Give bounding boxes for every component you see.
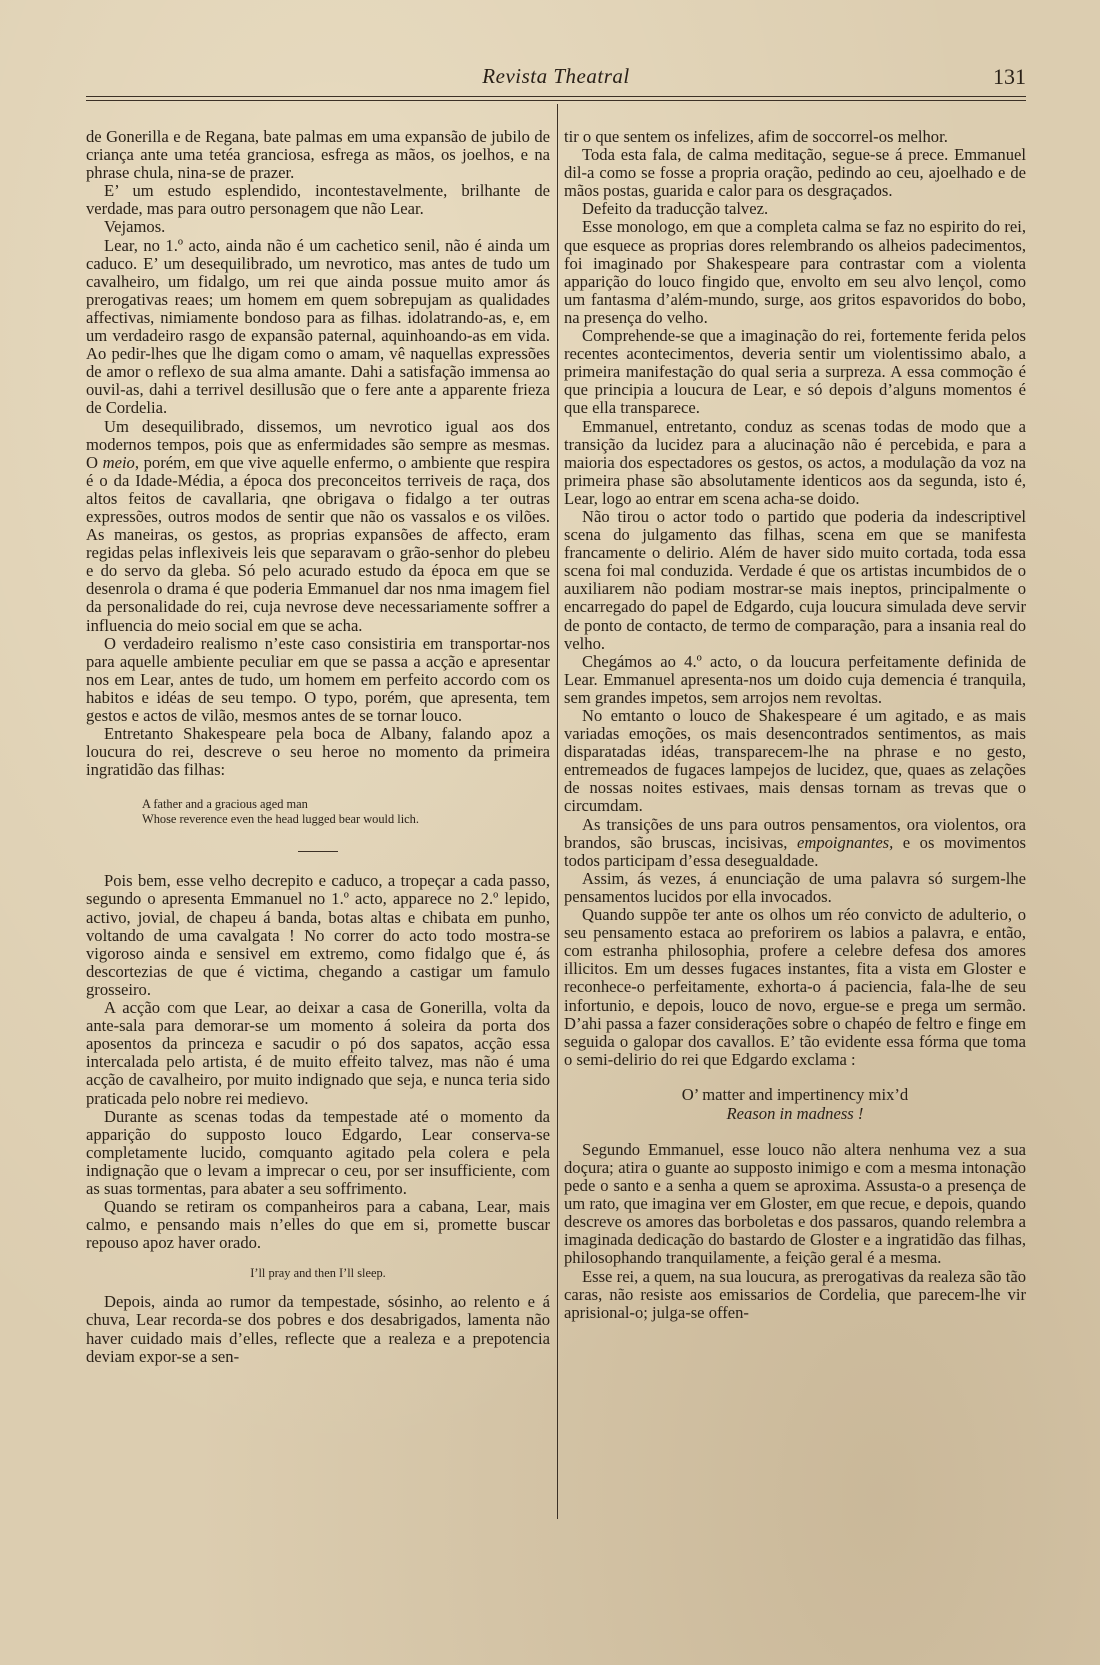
paragraph: Defeito da traducção talvez. [582, 199, 769, 219]
text-run: , porém, em que vive aquelle enfermo, o ambiente que respira é o da Idade-Média, a época dos preconceitos terriveis de raça, dos altos feitos de cavallaria, qne obrigava o fidalgo a ter outras expressões, outros modos de sentir que não os vassalos e os vilões. As maneiras, os gestos, as proprias expansões de affecto, eram regidas pelas inflexiveis leis que separavam o grão-senhor do plebeu e do servo da gleba. Só pelo acurado estudo da época em que se desenrola o drama é que poderia Emmanuel dar nos nma imagem fiel da personalidade do rei, cuja nevrose deve necessariamente soffrer a influencia do meio social em que se acha. [86, 452, 550, 635]
column-divider [557, 104, 558, 1519]
paragraph: Não tirou o actor todo o partido que poderia da indescriptivel scena do julgamento das filhas, scena em que se manifesta francamente o delirio. Além de haver sido muito cortada, toda essa scena foi mal conduzida. Verdade é que os artistas incumbidos de o auxiliarem não podiam mostrar-se mais ineptos, principalmente o encarregado do papel de Edgardo, cuja loucura simulada deve servir de ponto de contacto, de termo de comparação, para a insania real do velho. [564, 506, 1026, 653]
paragraph: Toda esta fala, de calma meditação, segue-se á prece. Emmanuel dil-a como se fosse a propria oração, pedindo ao ceu, ajoelhado e de mãos postas, guarida e calor para os desgraçados. [564, 145, 1026, 201]
paragraph: Comprehende-se que a imaginação do rei, fortemente ferida pelos recentes acontecimentos, deveria sentir um violentissimo abalo, a primeira manifestação do qual seria a surpreza. A essa commoção é que principia a loucura de Lear, e só depois d’alguns momentos é que ella transparece. [564, 326, 1026, 418]
journal-title: Revista Theatral [482, 64, 630, 88]
paragraph: Pois bem, esse velho decrepito e caduco, a tropeçar a cada passo, segundo o apresenta Emmanuel no 1.º acto, apparece no 2.º lepido, activo, jovial, de chapeu á banda, botas altas e chibata em punho, voltando de uma cavalgata ! No correr do acto todo mostra-se vigoroso ainda e sensivel em extremo, como fidalgo que é, ás descortezias de que é victima, chegando a castigar um famulo grosseiro. [86, 871, 550, 999]
paragraph: Chegámos ao 4.º acto, o da loucura perfeitamente definida de Lear. Emmanuel apresenta-nos um doido cuja demencia é tranquila, sem grandes impetos, sem arrojos nem revoltas. [564, 651, 1026, 707]
paragraph [564, 816, 1026, 870]
paragraph: Lear, no 1.º acto, ainda não é um cachetico senil, não é ainda um caduco. E’ um desequilibrado, um nevrotico, mas antes de tudo um cavalheiro, um fidalgo, um rei que ainda possue muito amor ás prerogativas reaes; um homem em quem sobrepujam as qualidades affectivas, nimiamente bondoso para as filhas. idolatrando-as, e, em um verdadeiro rasgo de expansão paternal, aquinhoando-as em vida. Ao pedir-lhes que lhe digam como o amam, vê naquellas expressões de amor o reflexo de sua alma amante. Dahi a satisfação immensa ao ouvil-as, dahi a terrivel desillusão que o fere ante a apparente frieza de Cordelia. [86, 235, 550, 418]
italic-word: empoignantes, [796, 832, 894, 852]
paragraph: O verdadeiro realismo n’este caso consistiria em transportar-nos para aquelle ambiente peculiar em que se passa a acção e apresentar nos em Lear, antes de tudo, um homem em perfeito accordo com os habitos e idéas de seu tempo. O typo, porém, que apresenta, tem gestos e actos de vilão, mesmos antes de se tornar louco. [86, 633, 550, 725]
paragraph: tir o que sentem os infelizes, afim de soccorrel-os melhor. [564, 127, 948, 146]
paragraph: Quando suppõe ter ante os olhos um réo convicto de adulterio, o seu pensamento estaca ao preforirem os labios a palavra, e então, com estranha philosophia, profere a celebre defesa dos amores illicitos. Em um desses fugaces instantes, fita a vista em Gloster e reconhece-o perfeitamente, exhorta-o á paciencia, fala-lhe de seu infortunio, e depois, louco de novo, ergue-se e prega um sermão. D’ahi passa a fazer considerações sobre o chapéo de feltro e finge em seguida o galopar dos cavallos. E’ tão evidente essa fórma que toma o semi-delirio do rei que Edgardo exclama : [564, 905, 1026, 1069]
paragraph: Depois, ainda ao rumor da tempestade, sósinho, ao relento e á chuva, Lear recorda-se dos pobres e dos desabrigados, lamenta não haver cuidado mais d’elles, reflecte que a realeza e a prepotencia deviam expor-se a sen- [86, 1292, 550, 1366]
paragraph [86, 418, 550, 635]
section-separator [298, 851, 338, 852]
quote-line: A father and a gracious aged man [142, 797, 308, 812]
paragraph: Segundo Emmanuel, esse louco não altera nenhuma vez a sua doçura; atira o guante ao supposto inimigo e com a mesma intonação pede o santo e a senha a quem se aproxima. Assusta-o a presença de um rato, que imagina ver em Gloster, em que recue, e depois, quando descreve os amores das borboletas e dos passaros, quando relembra a imaginada dedicação do bastardo de Gloster e a ingratidão das filhas, philosophando tranquilamente, a feição geral é a mesma. [564, 1139, 1026, 1268]
english-quote [142, 797, 550, 827]
paragraph: Assim, ás vezes, á enunciação de uma palavra só surgem-lhe pensamentos lucidos por ella invocados. [564, 868, 1026, 906]
text-run: e os movimentos todos participam d’essa desegualdade. [564, 832, 1026, 870]
paragraph: Vejamos. [104, 217, 166, 237]
paragraph: Esse monologo, em que a completa calma se faz no espirito do rei, que esquece as proprias dores relembrando os alheios padecimentos, foi imaginado por Shakespeare para contrastar com a violenta apparição do louco fingido que, envolto em seu alvo lençol, como um fantasma d’além-mundo, surge, aos gritos espavoridos do bobo, na presença do velho. [564, 217, 1026, 327]
right-column [564, 128, 1026, 1322]
paragraph: Quando se retiram os companheiros para a cabana, Lear, mais calmo, e pensando mais n’elles do que em si, promette buscar repouso apoz haver orado. [86, 1197, 550, 1253]
page-header [86, 64, 1026, 94]
header-rule [86, 96, 1026, 97]
english-quote: I’ll pray and then I’ll sleep. [250, 1266, 386, 1281]
paragraph: No emtanto o louco de Shakespeare é um agitado, e as mais variadas emoções, os mais desencontrados sentimentos, as mais disparatadas idéas, transparecem-lhe na phrase e no gesto, entremeados de fugaces lampejos de lucidez, que, quaes as zelações de nossas noites estivaes, mais densas tornam as trevas que o circumdam. [564, 706, 1026, 816]
paragraph: de Gonerilla e de Regana, bate palmas em uma expansão de jubilo de criança ante uma tetéa granciosa, esfrega as mãos, os joelhos, e na phrase chula, nina-se de prazer. [86, 127, 550, 183]
paragraph: E’ um estudo esplendido, incontestavelmente, brilhante de verdade, mas para outro personagem que não Lear. [86, 181, 550, 219]
english-quote [564, 1085, 1026, 1123]
paragraph: A acção com que Lear, ao deixar a casa de Gonerilla, volta da ante-sala para demorar-se um momento á soleira da porta dos aposentos da princeza e sacudir o pó dos sapatos, acção essa intercalada pelo artista, é de muito effeito talvez, mas não é uma acção de cavalheiro, por muito indignado que seja, e nunca teria sido praticada pelo nobre rei medievo. [86, 998, 550, 1108]
paragraph: Durante as scenas todas da tempestade até o momento da apparição do supposto louco Edgardo, Lear conserva-se completamente lucido, comquanto agitado pela colera e pela indignação que o levam a imprecar o ceu, por ser insufficiente, com as suas tormentas, para abater a seu soffrimento. [86, 1106, 550, 1198]
page-number: 131 [993, 64, 1026, 89]
left-column [86, 128, 550, 1366]
paragraph: Emmanuel, entretanto, conduz as scenas todas de modo que a transição da lucidez para a alucinação não é percebida, e para a maioria dos espectadores os gestos, os actos, a modulação da voz na primeira phase são absolutamente identicos aos da segunda, isto é, Lear, logo ao entrar em scena acha-se doido. [564, 416, 1026, 508]
quote-line: O’ matter and impertinency mix’d [681, 1084, 909, 1104]
italic-word: meio [102, 452, 135, 472]
paragraph: Esse rei, a quem, na sua loucura, as prerogativas da realeza são tão caras, não resiste aos emissarios de Cordelia, que parecem-lhe vir aprisional-o; julga-se offen- [564, 1266, 1026, 1322]
header-rule-double [86, 100, 1026, 101]
text-run: Um desequilibrado, dissemos, um nevrotico igual aos dos modernos tempos, pois que as enfermidades são sempre as mesmas. O [86, 416, 550, 472]
quote-line: Whose reverence even the head lugged bear would lich. [142, 812, 419, 827]
paragraph: Entretanto Shakespeare pela boca de Albany, falando apoz a loucura do rei, descreve o seu heroe no momento da primeira ingratidão das filhas: [86, 724, 550, 780]
text-run: As transições de uns para outros pensamentos, ora violentos, ora brandos, são bruscas, incisivas, [564, 814, 1026, 852]
quote-line-italic: Reason in madness ! [726, 1103, 864, 1123]
